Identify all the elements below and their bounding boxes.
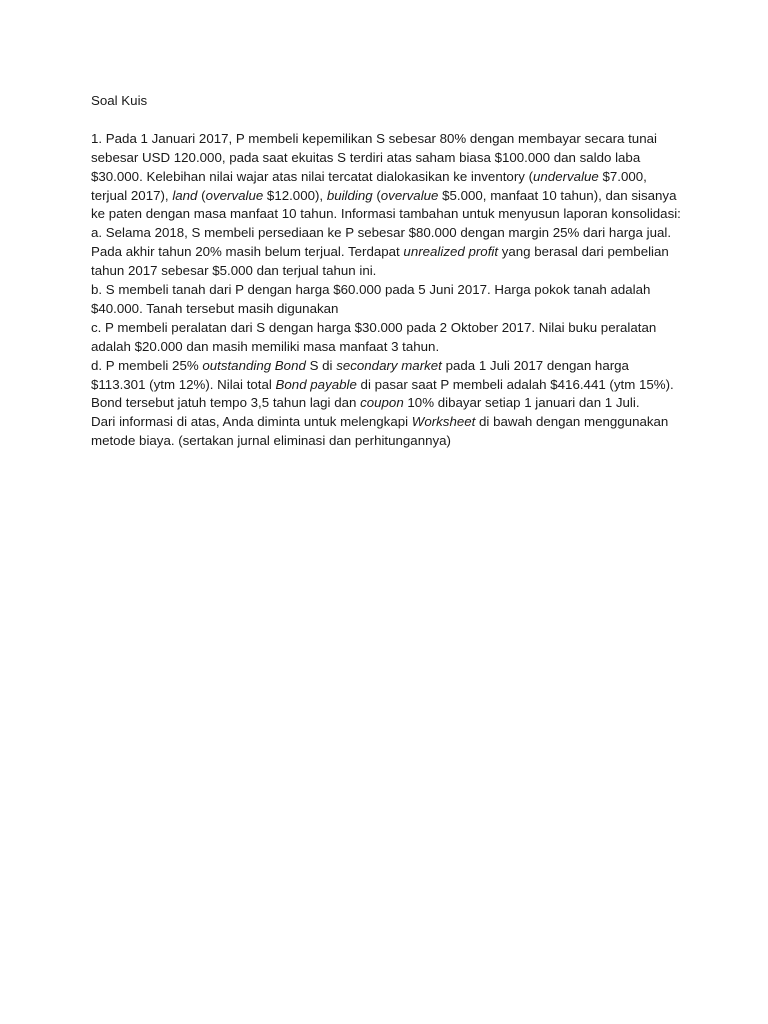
item-a-paragraph: a. Selama 2018, S membeli persediaan ke P sebesar $80.000 dengan margin 25% dari harga jual. Pada akhir tahun 20% masih belum terjual. Terdapat unrealized profit yang berasal dari pembelian tahun 2017 sebesar $5.000 dan terjual tahun ini. — [91, 225, 672, 279]
question-1-paragraph: 1. Pada 1 Januari 2017, P membeli kepemilikan S sebesar 80% dengan membayar secara tunai sebesar USD 120.000, pada saat ekuitas S terdiri atas saham biasa $100.000 dan saldo laba $30.000. Kelebihan nilai wajar atas nilai tercatat dialokasikan ke inventory (undervalue $7.000, terjual 2017), land (overvalue $12.000), building (overvalue $5.000, manfaat 10 tahun), dan sisanya ke paten dengan masa manfaat 10 tahun. Informasi tambahan untuk menyusun laporan konsolidasi: — [91, 130, 681, 222]
closing-instruction-paragraph: Dari informasi di atas, Anda diminta untuk melengkapi Worksheet di bawah dengan menggunakan metode biaya. (sertakan jurnal eliminasi dan perhitungannya) — [91, 414, 669, 449]
document-body — [91, 92, 683, 451]
blank-line — [91, 111, 683, 130]
item-c-paragraph: c. P membeli peralatan dari S dengan harga $30.000 pada 2 Oktober 2017. Nilai buku peralatan adalah $20.000 dan masih memiliki masa manfaat 3 tahun. — [91, 319, 657, 354]
item-b-paragraph: b. S membeli tanah dari P dengan harga $60.000 pada 5 Juni 2017. Harga pokok tanah adalah $40.000. Tanah tersebut masih digunakan — [91, 282, 651, 316]
item-d-paragraph: d. P membeli 25% outstanding Bond S di secondary market pada 1 Juli 2017 dengan harga $113.301 (ytm 12%). Nilai total Bond payable di pasar saat P membeli adalah $416.441 (ytm 15%). Bond tersebut jatuh tempo 3,5 tahun lagi dan coupon 10% dibayar setiap 1 januari dan 1 Juli. — [91, 357, 674, 411]
document-title: Soal Kuis — [91, 93, 148, 108]
